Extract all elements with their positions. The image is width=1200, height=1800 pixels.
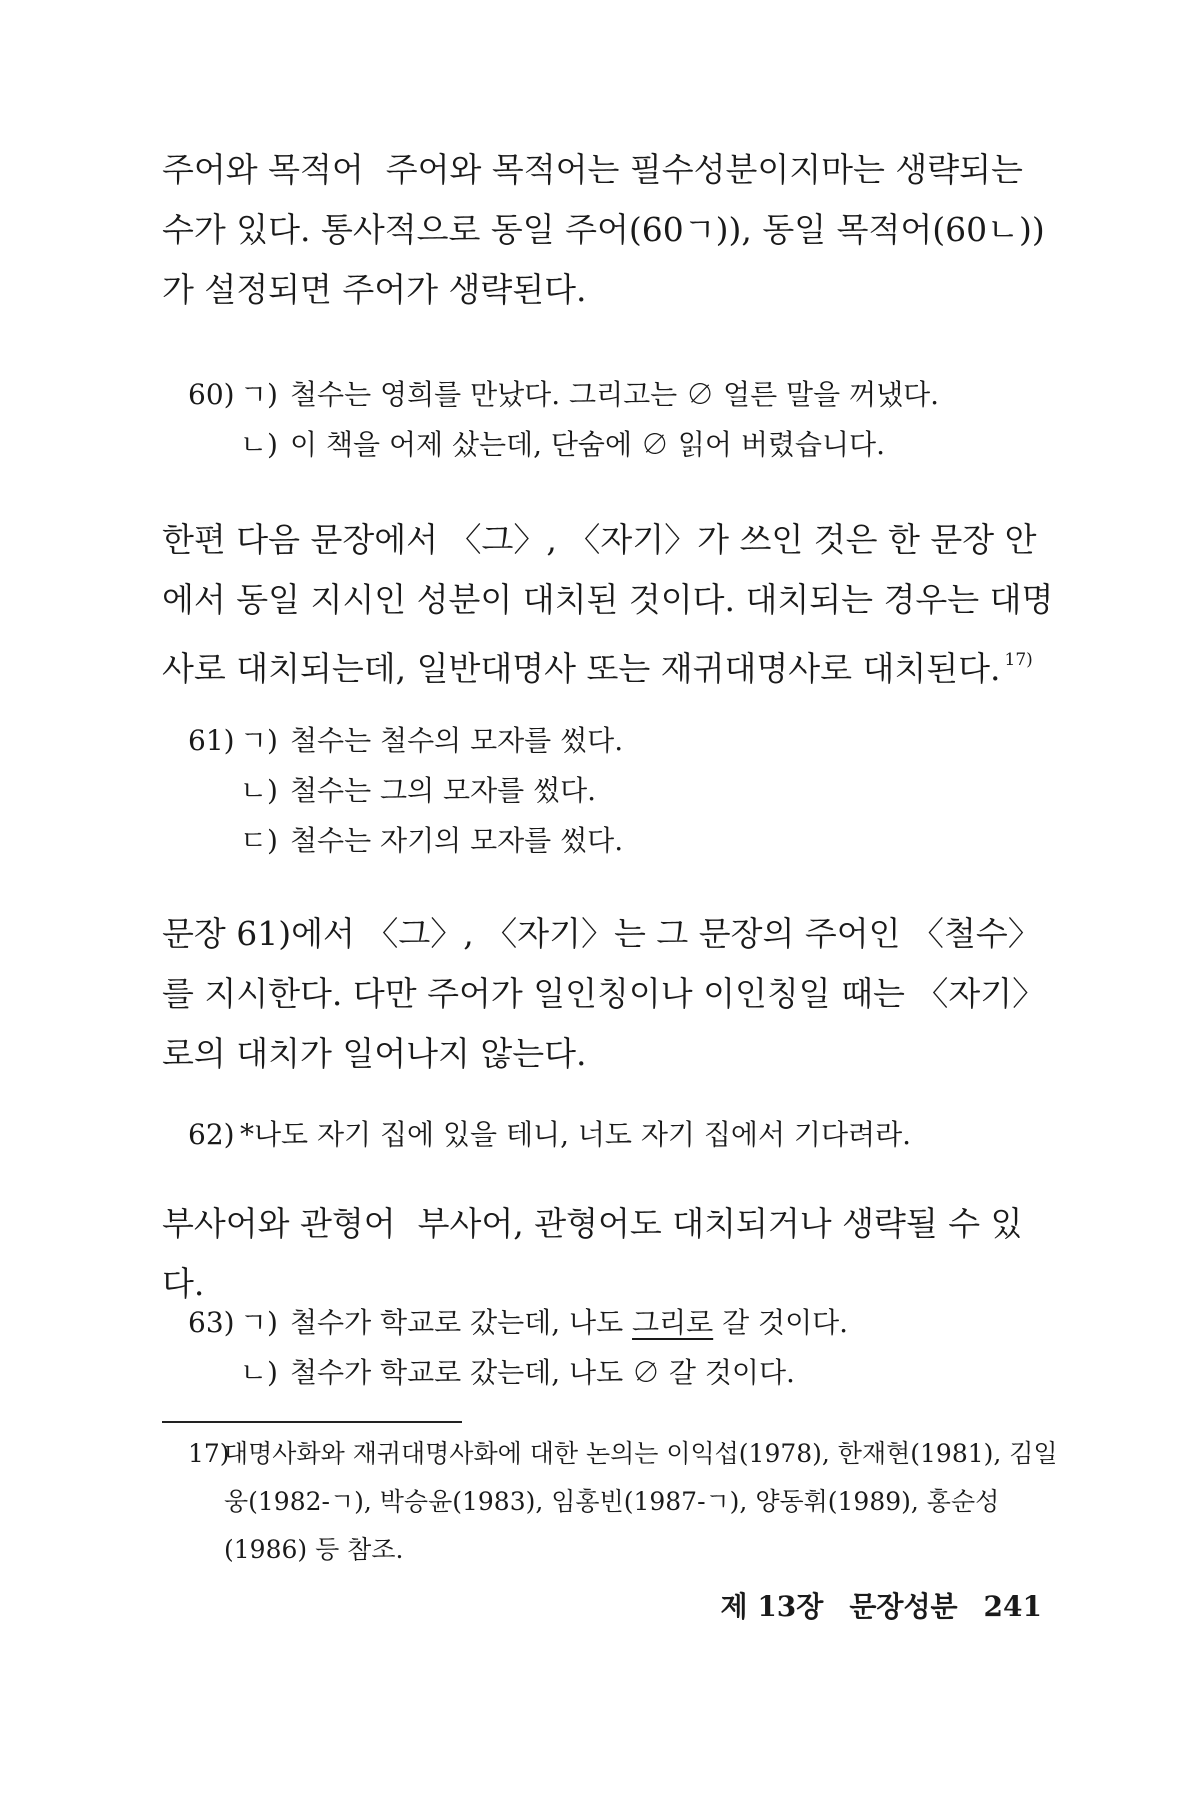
example-61 — [188, 716, 1068, 866]
example-number: 60) — [188, 378, 235, 411]
example-text: 이 책을 어제 샀는데, 단숨에 ∅ 읽어 버렸습니다. — [290, 428, 885, 461]
footnote-reference[interactable]: 17) — [1004, 650, 1033, 670]
example-line — [188, 1298, 1068, 1348]
example-marker: ㄴ) — [240, 428, 278, 461]
chapter-label: 제 13장 — [720, 1590, 824, 1623]
example-marker: ㄱ) — [240, 378, 278, 411]
footnote-text: 대명사화와 재귀대명사화에 대한 논의는 이익섭(1978), 한재현(1981), 김일웅(1982-ㄱ), 박승윤(1983), 임홍빈(1987-ㄱ), 양동휘(1989), 홍순성(1986) 등 참조. — [224, 1439, 1058, 1564]
paragraph-subject-object — [162, 140, 1062, 320]
example-marker: ㄱ) — [240, 724, 278, 757]
example-text: 철수는 영희를 만났다. 그리고는 ∅ 얼른 말을 꺼냈다. — [290, 378, 940, 411]
paragraph-adverbial-adnominal — [162, 1194, 1062, 1314]
example-number: 63) — [188, 1306, 235, 1339]
example-line — [188, 1348, 1068, 1398]
section-label: 문장성분 — [849, 1590, 958, 1623]
paragraph-text: 부사어, 관형어도 대치되거나 생략될 수 있다. — [162, 1204, 1023, 1303]
paragraph-text: 주어와 목적어는 필수성분이지마는 생략되는 수가 있다. 통사적으로 동일 주어(60ㄱ)), 동일 목적어(60ㄴ))가 설정되면 주어가 생략된다. — [162, 150, 1045, 309]
example-number: 61) — [188, 724, 235, 757]
footnote-divider — [162, 1421, 462, 1423]
example-number: 62) — [188, 1118, 235, 1151]
example-text-before: 철수가 학교로 갔는데, 나도 — [290, 1306, 633, 1339]
paragraph-text: 문장 61)에서 〈그〉, 〈자기〉는 그 문장의 주어인 〈철수〉를 지시한다. 다만 주어가 일인칭이나 이인칭일 때는 〈자기〉로의 대치가 일어나지 않는다. — [162, 914, 1046, 1073]
paragraph-reference-note — [162, 904, 1062, 1084]
example-63 — [188, 1298, 1068, 1398]
footnote-number: 17) — [188, 1439, 230, 1468]
example-line — [188, 766, 1068, 816]
example-62 — [188, 1110, 1068, 1160]
example-text: 철수가 학교로 갔는데, 나도 ∅ 갈 것이다. — [290, 1356, 795, 1389]
example-line — [188, 370, 1068, 420]
footnote — [188, 1430, 1068, 1574]
example-marker: ㄱ) — [240, 1306, 278, 1339]
example-line — [188, 420, 1068, 470]
paragraph-heading: 주어와 목적어 — [162, 150, 364, 189]
example-line — [188, 816, 1068, 866]
example-text-after: 갈 것이다. — [713, 1306, 849, 1339]
page-footer — [721, 1585, 1042, 1625]
example-line — [188, 716, 1068, 766]
paragraph-pronoun-substitution — [162, 510, 1062, 699]
example-marker: ㄷ) — [240, 824, 278, 857]
example-60 — [188, 370, 1068, 470]
example-text: 철수는 자기의 모자를 썼다. — [290, 824, 624, 857]
example-marker: ㄴ) — [240, 774, 278, 807]
example-text: *나도 자기 집에 있을 테니, 너도 자기 집에서 기다려라. — [240, 1118, 912, 1151]
example-marker: ㄴ) — [240, 1356, 278, 1389]
underlined-word: 그리로 — [632, 1306, 714, 1339]
example-text: 철수는 그의 모자를 썼다. — [290, 774, 597, 807]
page-number: 241 — [983, 1590, 1042, 1623]
paragraph-text: 한편 다음 문장에서 〈그〉, 〈자기〉가 쓰인 것은 한 문장 안에서 동일 지시인 성분이 대치된 것이다. 대치되는 경우는 대명사로 대치되는데, 일반대명사 또는 재귀대명사로 대치된다. — [162, 520, 1054, 688]
paragraph-heading: 부사어와 관형어 — [162, 1204, 396, 1243]
example-line — [188, 1110, 1068, 1160]
example-text: 철수는 철수의 모자를 썼다. — [290, 724, 624, 757]
footnote-row — [188, 1430, 1068, 1574]
